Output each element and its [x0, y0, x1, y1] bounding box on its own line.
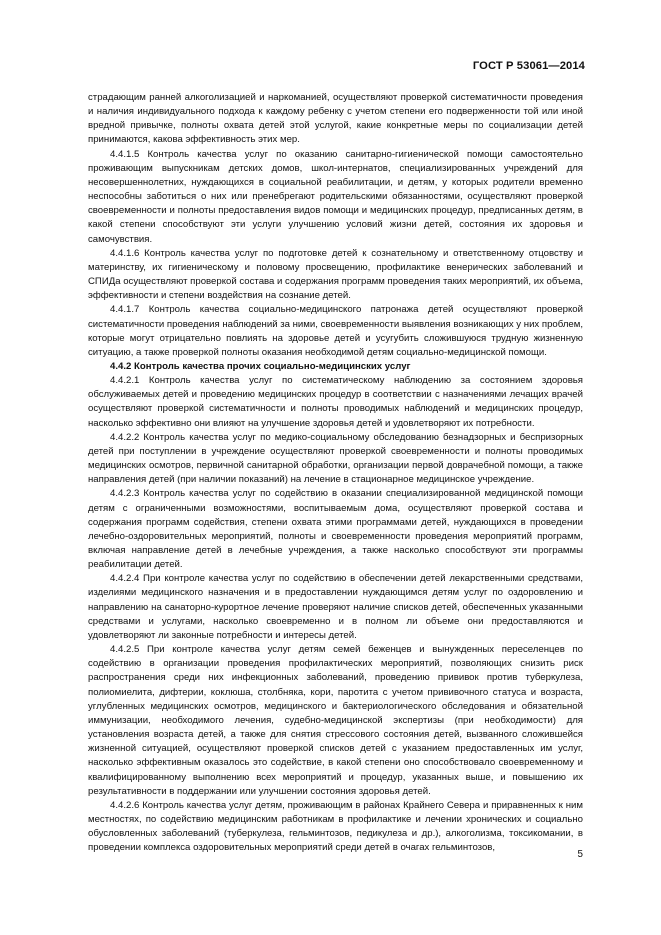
paragraph-4-4-2-2: 4.4.2.2 Контроль качества услуг по медико-социальному обследованию безнадзорных и беспризорных детей при поступлении в учреждение осуществляют проверкой своевременности и полноты проводимых медицинских осмотров, первичной санитарной обработки, организации первой доврачебной помощи, а также направления детей (при наличии показаний) на лечение в стационарное медицинское учреждение. — [88, 431, 583, 486]
paragraph-4-4-1-6: 4.4.1.6 Контроль качества услуг по подготовке детей к сознательному и ответственному отцовству и материнству, их гигиеническому и половому просвещению, профилактике венерических заболеваний и СПИДа осуществляют проверкой состава и содержания программ проведения таких мероприятий, их объема, эффективности и степени воздействия на сознание детей. — [88, 247, 583, 302]
section-heading-4-4-2: 4.4.2 Контроль качества прочих социально-медицинских услуг — [110, 360, 411, 372]
paragraph-4-4-2-1: 4.4.2.1 Контроль качества услуг по систематическому наблюдению за состоянием здоровья обслуживаемых детей и проведению медицинских процедур в соответствии с назначениями лечащих врачей осуществляют проверкой систематичности и полноты проводимых наблюдений и медицинских процедур, насколько эффективно они влияют на улучшение здоровья детей и удовлетворяют их потребности. — [88, 375, 583, 429]
paragraph-4-4-2-6: 4.4.2.6 Контроль качества услуг детям, проживающим в районах Крайнего Севера и приравненных к ним местностях, по содействию медицинским работникам в профилактике и лечении хронических и социально обусловленных заболеваний (туберкулеза, гельминтозов, педикулеза и др.), алкоголизма, токсикомании, в проведении комплекса оздоровительных мероприятий среди детей в очагах гельминтозов, — [88, 799, 583, 854]
paragraph-4-4-2-5: 4.4.2.5 При контроле качества услуг детям семей беженцев и вынужденных переселенцев по содействию в организации проведения профилактических мероприятий, позволяющих снизить риск распространения среди них инфекционных заболеваний, проведению прививок против туберкулеза, полиомиелита, дифтерии, коклюша, столбняка, кори, паротита с учетом прививочного статуса и возраста, углубленных медицинских осмотров, медицинского и бактериологического обследования и обязательной иммунизации, необходимого лечения, судебно-медицинской экспертизы (при необходимости) для установления возраста детей, а также для снятия стрессового состояния детей, вызванного сложившейся жизненной ситуацией, осуществляют проверкой списков детей с указанием предоставленных им услуг, насколько эффективным оказалось это содействие, в какой степени оно способствовало своевременному и квалифицированному выполнению всех мероприятий и процедур, указанных выше, и повышению их результативности в поддержании или улучшении состояния здоровья детей. — [88, 644, 583, 797]
standard-header: ГОСТ Р 53061—2014 — [472, 60, 585, 72]
document-body — [88, 91, 583, 855]
paragraph-continuation: страдающим ранней алкоголизацией и наркоманией, осуществляют проверкой систематичности проведения и наличия индивидуального подхода к каждому ребенку с учетом степени его подверженности той или иной вредной привычке, полноты охвата детей этой услугой, какие конкретные меры по социализации детей принимаются, какова эффективность этих мер. — [88, 92, 583, 146]
paragraph-4-4-1-7: 4.4.1.7 Контроль качества социально-медицинского патронажа детей осуществляют проверкой систематичности проведения наблюдений за ними, своевременности выявления возникающих у них проблем, которые могут отрицательно повлиять на здоровье детей и усугубить сложившуюся трудную жизненную ситуацию, а также проверкой полноты оказания необходимой детям социально-медицинской помощи. — [88, 304, 584, 358]
paragraph-4-4-1-5: 4.4.1.5 Контроль качества услуг по оказанию санитарно-гигиенической помощи самостоятельно проживающим выпускникам детских домов, школ-интернатов, специализированных учреждений для несовершеннолетних, нуждающихся в социальной реабилитации, и детям, у которых родители временно неспособны заботиться о них или пренебрегают родительскими обязанностями, осуществляют проверкой своевременности и полноты предоставления видов помощи и медицинских процедур, предписанных детям, в какой степени способствуют эти услуги улучшению условий жизни детей, состояния их здоровья и самочувствия. — [88, 148, 583, 245]
paragraph-4-4-2-4: 4.4.2.4 При контроле качества услуг по содействию в обеспечении детей лекарственными средствами, изделиями медицинского назначения и в предоставлении нуждающимся детям услуг по оздоровлению и направлению на санаторно-курортное лечение проверяют наличие списков детей, обеспеченных указанными средствами и услугами, насколько своевременно и в полном ли объеме они предоставляются и удовлетворяют ли законные потребности и интересы детей. — [88, 573, 583, 641]
page-number: 5 — [577, 849, 583, 860]
paragraph-4-4-2-3: 4.4.2.3 Контроль качества услуг по содействию в оказании специализированной медицинской помощи детям с ограниченными возможностями, воспитываемым дома, осуществляют проверкой состава и содержания программ содействия, степени охвата этими программами детей, нуждающихся в проведении лечебно-оздоровительных мероприятий, полноты и своевременности проведения мероприятий программ, включая направление детей в лечебные учреждения, а также насколько способствуют эти программы реабилитации детей. — [88, 488, 583, 571]
